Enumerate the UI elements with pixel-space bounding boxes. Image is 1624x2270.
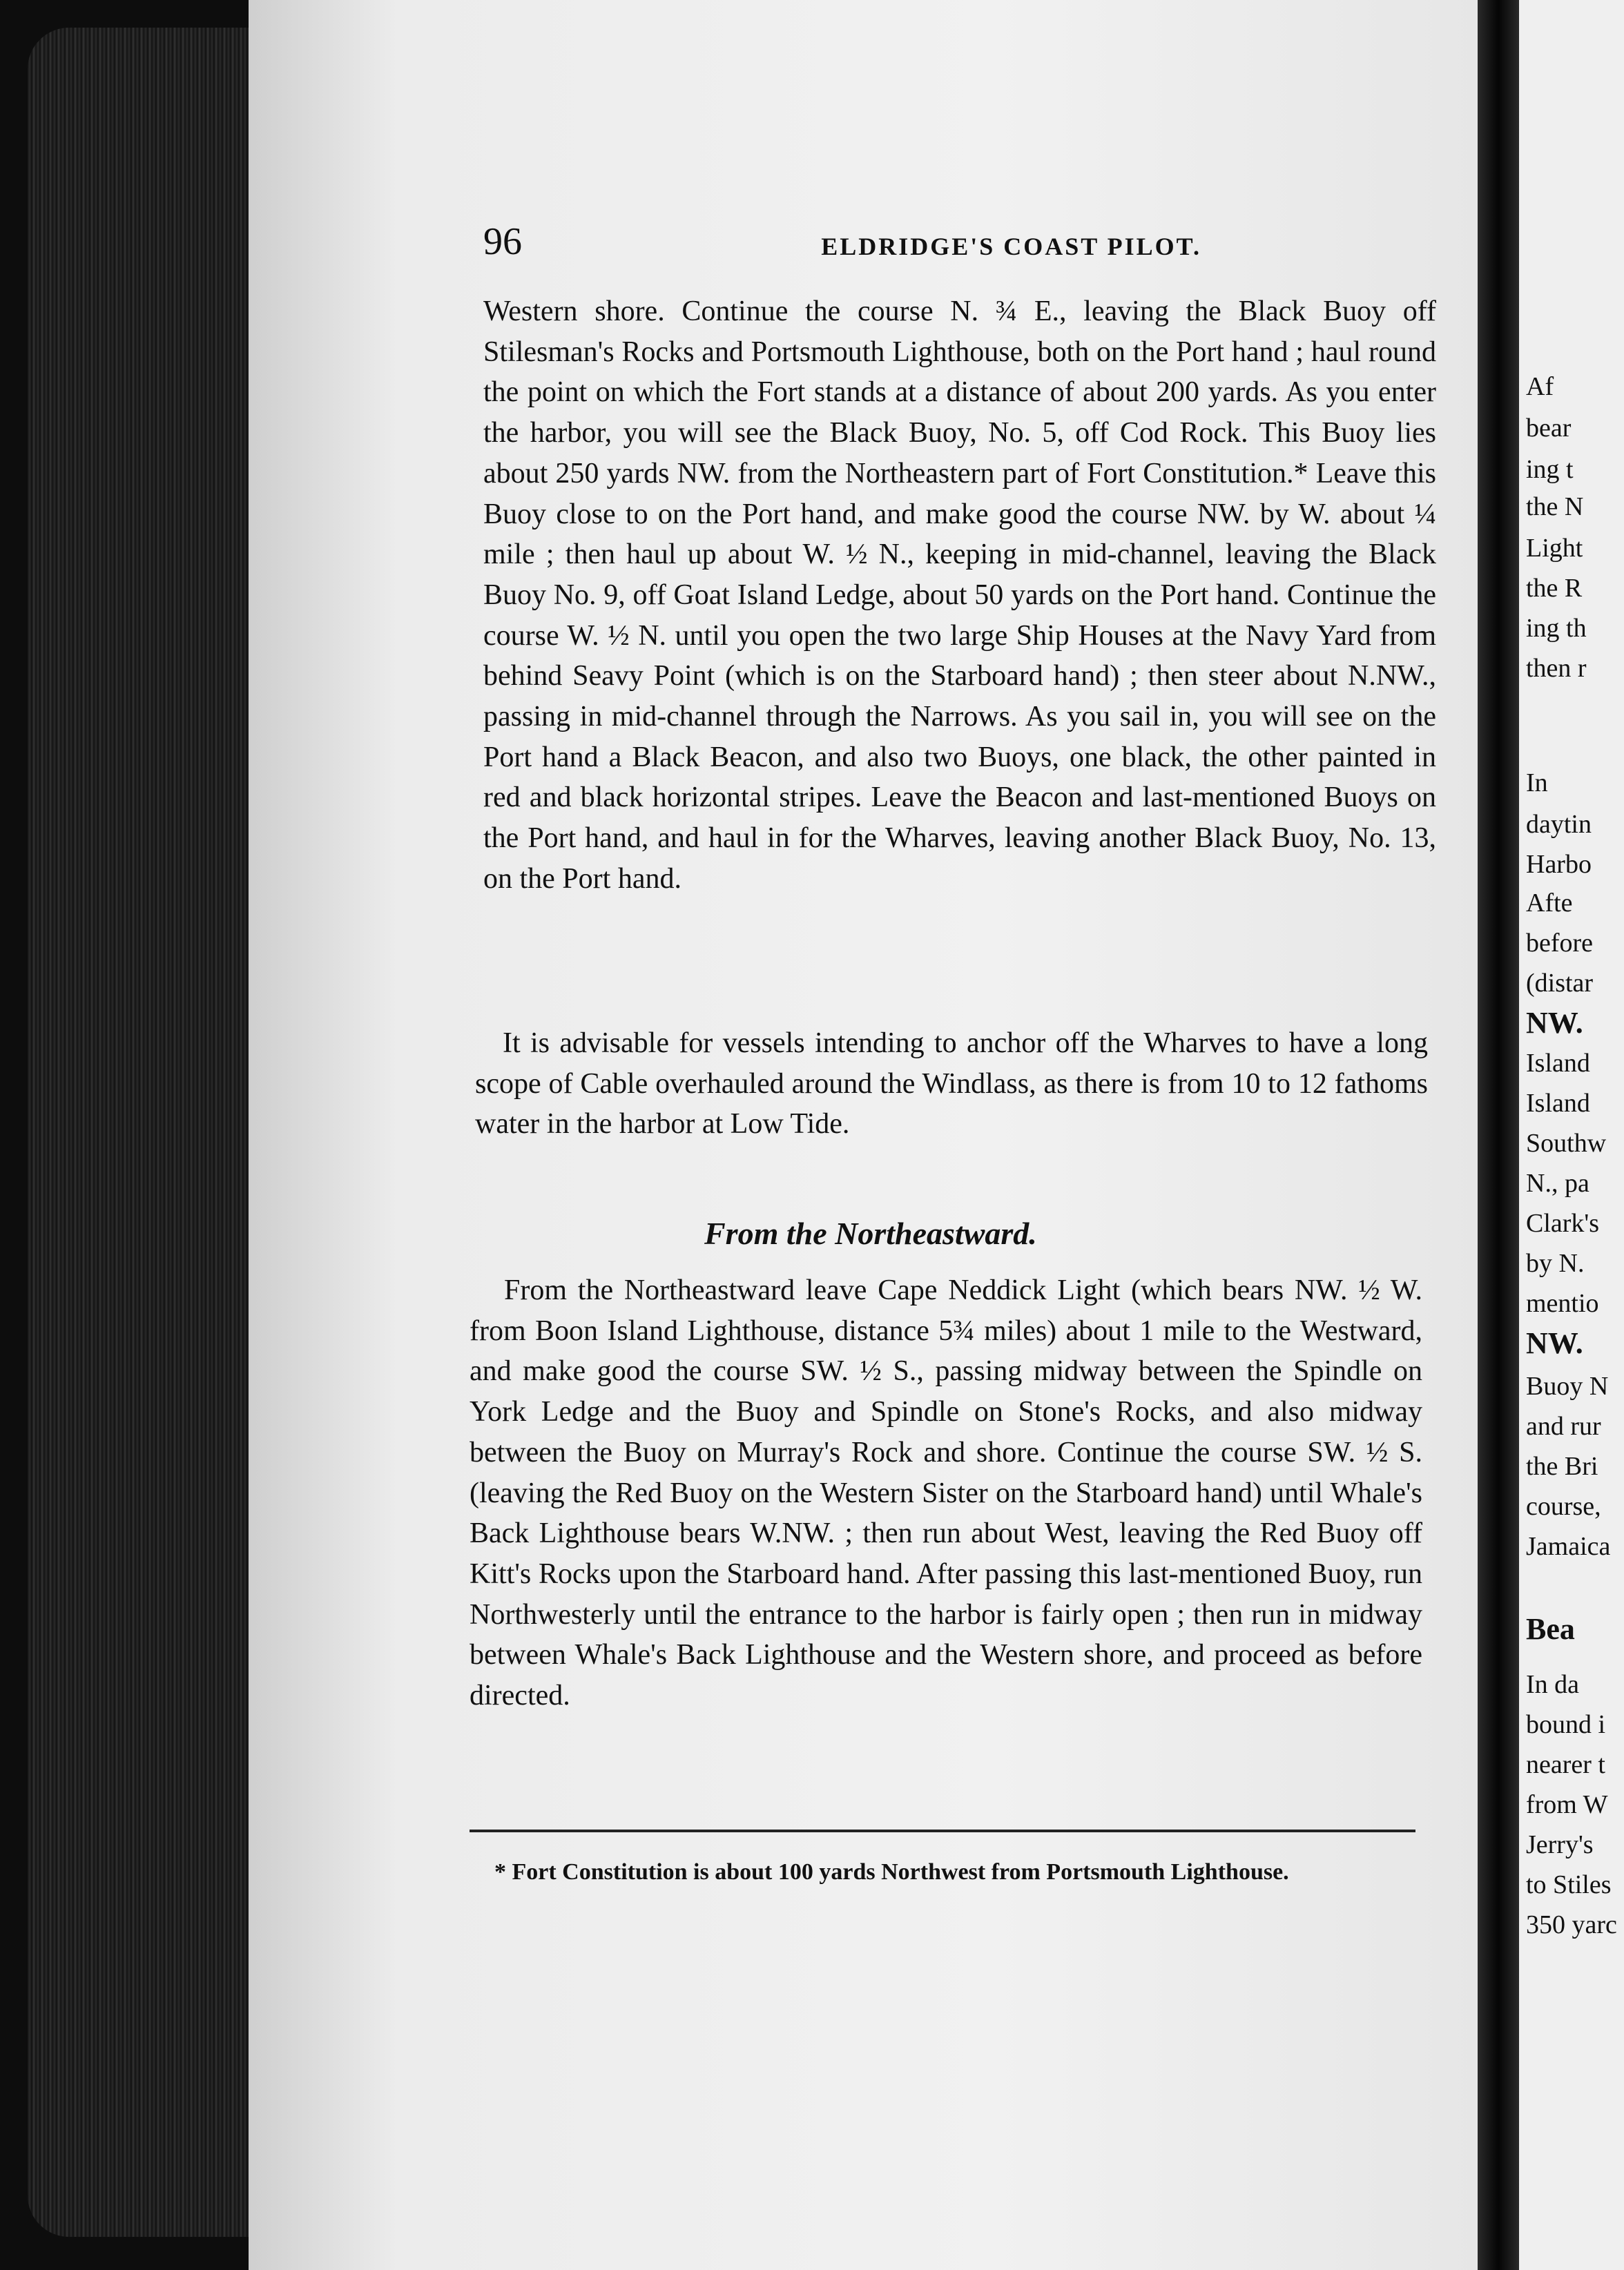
right-page-line: mentio <box>1526 1289 1599 1318</box>
book-spine-edge <box>28 28 262 2237</box>
right-page-line: Clark's <box>1526 1209 1600 1238</box>
right-page-line: Island <box>1526 1089 1590 1118</box>
right-page-line: ing t <box>1526 455 1574 484</box>
right-page-line: to Stiles <box>1526 1870 1612 1899</box>
right-page-line: (distar <box>1526 969 1594 998</box>
right-page-line: NW. <box>1526 1326 1583 1360</box>
page-number: 96 <box>483 220 522 263</box>
right-page-line: bear <box>1526 414 1572 443</box>
book-gutter <box>1478 0 1519 2270</box>
right-page-line: Island <box>1526 1049 1590 1078</box>
right-page-line: Jerry's <box>1526 1830 1594 1859</box>
right-page-line: Af <box>1526 372 1554 401</box>
right-page-line: Southw <box>1526 1129 1607 1158</box>
right-page-line: Buoy N <box>1526 1372 1609 1401</box>
footnote: * Fort Constitution is about 100 yards Northwest from Portsmouth Lighthouse. <box>494 1859 1289 1885</box>
right-page-line: then r <box>1526 654 1587 683</box>
right-page-line: course, <box>1526 1492 1601 1521</box>
page-header <box>483 220 1201 275</box>
running-title: ELDRIDGE'S COAST PILOT. <box>821 233 1201 260</box>
right-page-line: the Bri <box>1526 1452 1598 1481</box>
body-paragraph-2: It is advisable for vessels intending to anchor off the Wharves to have a long scope of Cable overhauled around the Windlass, as there is from 10 to 12 fathoms water in the harbor at Low Tide. <box>475 1027 1428 1141</box>
right-page-line: bound i <box>1526 1710 1606 1739</box>
right-page-line: daytin <box>1526 810 1592 839</box>
right-page-fragment <box>1519 0 1624 2270</box>
right-page-line: by N. <box>1526 1249 1585 1278</box>
right-page-line: before <box>1526 929 1594 958</box>
right-page-line: In <box>1526 768 1548 797</box>
right-page-line: N., pa <box>1526 1169 1589 1198</box>
right-page-heading: Bea <box>1526 1612 1575 1646</box>
right-page-line: the N <box>1526 492 1584 521</box>
right-page-line: Afte <box>1526 889 1573 918</box>
body-paragraph-3: From the Northeastward leave Cape Neddick Light (which bears NW. ½ W. from Boon Island Lighthouse, distance 5¾ miles) about 1 mile to the Westward, and make good the course SW. ½ S., passing midway between the Spindle on York Ledge and the Buoy and Spindle on Stone's Rocks, and also midway between the Buoy on Murray's Rock and shore. Continue the course SW. ½ S. (leaving the Red Buoy on the Western Sister on the Starboard hand) until Whale's Back Lighthouse bears W.NW. ; then run about West, leaving the Red Buoy off Kitt's Rocks upon the Starboard hand. After passing this last-mentioned Buoy, run Northwesterly until the entrance to the harbor is fairly open ; then run in midway between Whale's Back Lighthouse and the Western shore, and proceed as before directed. <box>470 1274 1422 1712</box>
right-page-line: and rur <box>1526 1412 1601 1441</box>
right-page-line: NW. <box>1526 1006 1583 1040</box>
right-page-line: nearer t <box>1526 1750 1605 1779</box>
right-page-line: the R <box>1526 574 1583 603</box>
section-heading: From the Northeastward. <box>704 1216 1037 1251</box>
right-page-line: Light <box>1526 534 1583 563</box>
right-page-line: ing th <box>1526 614 1587 643</box>
right-page-line: from W <box>1526 1790 1608 1819</box>
body-paragraph-1: Western shore. Continue the course N. ¾ E., leaving the Black Buoy off Stilesman's Rocks and Portsmouth Lighthouse, both on the Port hand ; haul round the point on which the Fort stands at a distance of about 200 yards. As you enter the harbor, you will see the Black Buoy, No. 5, off Cod Rock. This Buoy lies about 250 yards NW. from the Northeastern part of Fort Constitution.* Leave this Buoy close to on the Port hand, and make good the course NW. by W. about ¼ mile ; then haul up about W. ½ N., keeping in mid-channel, leaving the Black Buoy No. 9, off Goat Island Ledge, about 50 yards on the Port hand. Continue the course W. ½ N. until you open the two large Ship Houses at the Navy Yard from behind Seavy Point (which is on the Starboard hand) ; then steer about N.NW., passing in mid-channel through the Narrows. As you sail in, you will see on the Port hand a Black Beacon, and also two Buoys, one black, the other painted in red and black horizontal stripes. Leave the Beacon and last-mentioned Buoys on the Port hand, and haul in for the Wharves, leaving another Black Buoy, No. 13, on the Port hand. <box>483 295 1436 895</box>
right-page-line: Jamaica <box>1526 1532 1611 1561</box>
right-page-line: Harbo <box>1526 850 1592 879</box>
right-page-line: 350 yarc <box>1526 1910 1617 1939</box>
footnote-divider <box>470 1830 1415 1832</box>
right-page-line: In da <box>1526 1670 1580 1699</box>
